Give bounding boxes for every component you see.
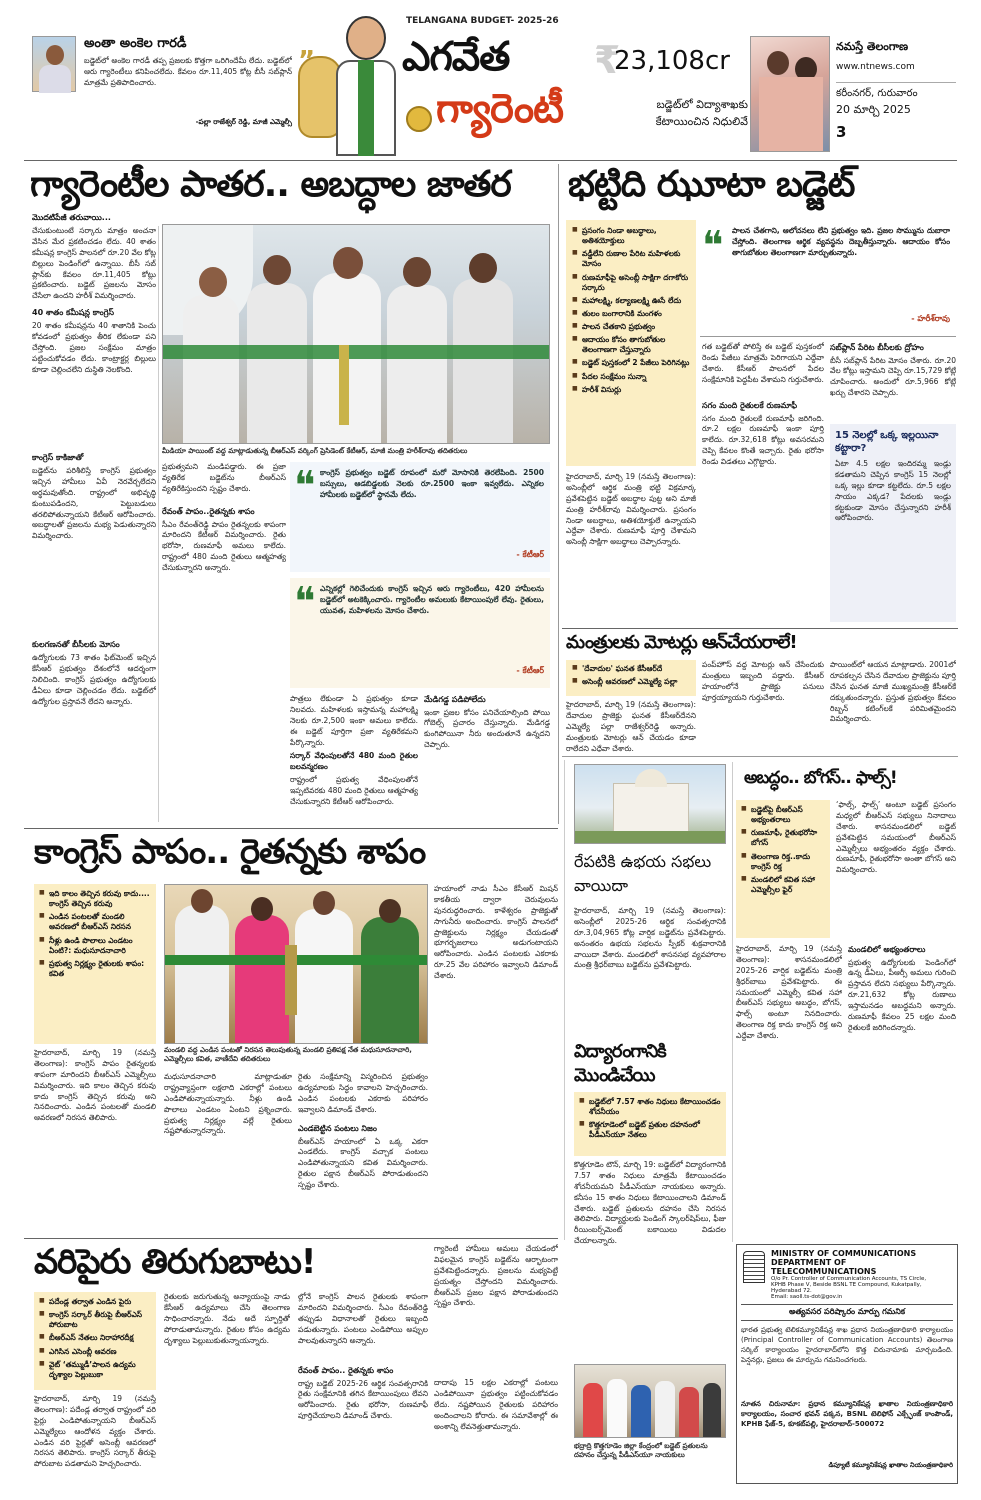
emblem-icon xyxy=(743,1251,765,1283)
story7-bullets: ■ పదేండ్ల తర్వాత ఎండిన పైరు ■ కాంగ్రెస్ సర్కార్ తీరుపై బీఆర్‌ఎస్ పోరుబాట ■ బీఆర్‌ఎస్ నేతలు నిరాహారదీక్ష ■ ఎగిసిన ఎసెంబ్లీ ఆవరణ ■ వైట్ ‘తమ్ముడీ’పాలన ఉద్యమ దృశ్యాల పెల్లుబుకా xyxy=(34,1292,156,1390)
story2-bullet: ■ హరీశ్ విసుర్లు xyxy=(572,385,690,395)
story5-headline: కాంగ్రెస్ పాపం.. రైతన్నకు శాపం xyxy=(34,832,426,872)
assembly-body: హైదరాబాద్, మార్చి 19 (నమస్తే తెలంగాణ): అసెంబ్లీలో 2025-26 ఆర్థిక సంవత్సరానికి రూ.3,04,965 కోట్ల వార్షిక బడ్జెట్‌ను ప్రవేశపెట్టారు. అనంతరం ఉభయ సభలను స్పీకర్ శుక్రవారానికి వాయిదా వేశారు. మండలిలో శాసనసభ వ్యవహారాల మంత్రి శ్రీధర్‌బాబు బడ్జెట్‌ను ప్రవేశపెట్టారు. xyxy=(574,906,726,970)
story2-body2: గత బడ్జెట్‌తో పోలిస్తే ఈ బడ్జెట్ పుస్తకంలో రెండు పేజీలు మాత్రమే పెరిగాయని ఎద్దేవా చేశారు. కేసీఆర్ పాలనలో పేదల సంక్షేమానికి పెద్దపీట వేశామని గుర్తుచేశారు. సగం మంది రైతులకే రుణమాఫీ సగం మంది రైతులకే రుణమాఫీ జరిగింది. రూ.2 లక్షల రుణమాఫీ ఇంకా పూర్తి కాలేదు. రూ.32,618 కోట్లు అవసరమని చెప్పి కేవలం కొంతే ఇచ్చారు. రైతు భరోసా రెండు విడతలు ఎగ్గొట్టారు. xyxy=(702,342,824,467)
story1-headline: గ్యారెంటీల పాతర.. అబద్ధాల జాతర xyxy=(30,164,511,205)
story5-photo-caption: మండలి వద్ద ఎండిన పంటతో నిరసన తెలుపుతున్న మండలి ప్రతిపక్ష నేత మధుసూదనాచారి, ఎమ్మెల్సీలు కవిత, వాణీదేవి తదితరులు xyxy=(164,1046,412,1064)
story2-bullet: ■ బడ్జెట్ పుస్తకంలో 2 పేజీలు పెరిగినట్లు xyxy=(572,358,690,368)
story6-body: కొత్తగూడెం టౌన్, మార్చి 19: బడ్జెట్‌లో విద్యారంగానికి 7.57 శాతం నిధులు మాత్రమే కేటాయించడం శోచనీయమని పీడీఎస్‌యూ నాయకులు అన్నారు. కనీసం 15 శాతం నిధులు కేటాయించాలని డిమాండ్ చేశారు. బడ్జెట్ ప్రతులను దహనం చేసి నిరసన తెలిపారు. విద్యార్థులకు పెండింగ్ స్కాలర్‌షిప్‌లు, ఫీజు రీయింబర్స్‌మెంట్ బకాయిలు విడుదల చేయాలన్నారు. xyxy=(574,1160,726,1246)
edu-amount: 23,108cr xyxy=(614,46,730,76)
story5-bullets: ■ ఇది కాలం తెచ్చిన కరువు కాదు.... కాంగ్రెస్ తెచ్చిన కరువు ■ ఎండిన పంటలతో మండలి ఆవరణలో బీఆర్‌ఎస్ నిరసన ■ నీళ్లు ఉండి పొలాలు ఎండటం ఏంటి?: మధుసూదనాచారి ■ ప్రభుత్వ నిర్లక్ష్యం రైతులకు శాపం: కవిత xyxy=(34,884,156,1044)
quote-icon: ❝ xyxy=(294,579,316,625)
story4-bullets: ■ బడ్జెట్‌పై బీఆర్‌ఎస్ అభ్యంతరాలు ■ రుణమాఫీ, రైతుభరోసా బోగస్ ■ తెలంగాణ రిక్త..కాదు కాంగ్రెస్ రిక్త ■ మండలిలో కవిత సహా ఎమ్మెల్సీల ఫైర్ xyxy=(736,800,830,938)
columnist-title: అంతా అంకెల గారడీ xyxy=(84,36,187,51)
edition: కరీంనగర్, గురువారం xyxy=(836,88,918,99)
story2-bullet: ■ పేదల సంక్షేమం సున్నా xyxy=(572,372,690,382)
story2-bullet: ■ ప్రసంగం నిండా అబద్ధాలు, అతిశయోక్తులు xyxy=(572,226,690,246)
story7-body4: గ్యారెంటీ హామీలు అమలు చేయడంలో విఫలమైన కాంగ్రెస్ బడ్జెట్‌ను ఆర్భాటంగా ప్రవేశపెట్టిందన్నారు. ప్రజలను మభ్యపెట్టే ప్రయత్నం చేస్తోందని విమర్శించారు. బీఆర్‌ఎస్ ప్రజల పక్షాన పోరాడుతుందని స్పష్టం చేశారు. దాదాపు 15 లక్షల ఎకరాల్లో పంటలు ఎండిపోయినా ప్రభుత్వం పట్టించుకోవడం లేదు. నష్టపోయిన రైతులకు పరిహారం అందించాలని కోరారు. ఈ సమావేశాల్లో ఈ అంశాన్ని లేవనెత్తుతామన్నారు. xyxy=(434,1244,558,1431)
story6-bullets: ■ బడ్జెట్‌లో 7.57 శాతం నిధులు కేటాయించడం శోచనీయం ■ కొత్తగూడెంలో బడ్జెట్ ప్రతుల దహనంలో పీడీఎస్‌యూ నేతలు xyxy=(574,1092,726,1156)
story4-body2: హైదరాబాద్, మార్చి 19 (నమస్తే తెలంగాణ): శాసనమండలిలో 2025-26 వార్షిక బడ్జెట్‌ను మంత్రి శ్రీధర్‌బాబు ప్రవేశపెట్టారు. ఈ సమయంలో ఎమ్మెల్సీ కవిత సహా బీఆర్‌ఎస్ సభ్యులు అబద్ధం, బోగస్, ఫాల్స్ అంటూ నినదించారు. తెలంగాణ రిక్త కాదు కాంగ్రెస్ రిక్త అని ఎద్దేవా చేశారు. xyxy=(736,944,842,1040)
story3-body3: పాయింట్‌లో ఆయన మాట్లాడారు. 2001లో రూపకల్పన చేసిన దేవాదుల ప్రాజెక్టును పూర్తి చేసిన ఘనత మాజీ ముఖ్యమంత్రి కేసీఆర్‌కే దక్కుతుందన్నారు. ప్రస్తుత ప్రభుత్వం కేవలం రిబ్బన్ కటింగ్‌లకే పరిమితమైందని విమర్శించారు. xyxy=(830,660,956,724)
story2-bullet: ■ మహాలక్ష్మి, కల్యాణలక్ష్మి ఊసే లేదు xyxy=(572,296,690,306)
story4-body3: మండలిలో అభ్యంతరాలు ప్రభుత్వ ఉద్యోగులకు పెండింగ్‌లో ఉన్న డీఏలు, పీఆర్సీ అమలు గురించి ప్రస్తావన లేదని సభ్యులు పేర్కొన్నారు. రూ.21,632 కోట్ల రుణాలు ఇస్తామనడం అబద్ధమని అన్నారు. రుణమాఫీ కేవలం 25 లక్షల మంది రైతులకే జరిగిందన్నారు. xyxy=(848,945,956,1032)
quote-icon: ❝ xyxy=(702,223,724,269)
story1-col1: చేసుకుంటుంటే సర్కారు మాత్రం అంచనా వేసిన మేర ప్రకటించడం లేదు. 40 శాతం కమీషన్ల కాంగ్రెస్ పాలనలో రూ.20 వేల కోట్ల బిల్లులు పెండింగ్‌లో ఉన్నాయి. బీసీ సబ్ ప్లాన్‌కు కేవలం రూ.11,405 కోట్లు ప్రకటించారు. బడ్జెట్ ప్రజలను మోసం చేసేలా ఉందని హరీశ్ విమర్శించారు. 40 శాతం కమీషన్ల కాంగ్రెస్ 20 శాతం కమీషన్లను 40 శాతానికి పెంచు కోవడంలో ప్రభుత్వం తీరిక లేకుండా పని చేస్తోంది. ప్రజల సంక్షేమం మాత్రం పట్టించుకోవడం లేదు. కాంట్రాక్టర్ల బిల్లులు కూడా చెల్లించలేని దుస్థితి నెలకొంది. కాంగ్రెస్ కాకిజాతో బడ్జెట్‌ను పరిశీలిస్తే కాంగ్రెస్ ప్రభుత్వం ఇచ్చిన హామీలు ఏవీ నెరవేర్చలేదని అర్థమవుతోంది. రాష్ట్రంలో అభివృద్ధి కుంటుపడిందని, పెట్టుబడులు తరలిపోతున్నాయని కేటీఆర్ ఆరోపించారు. అబద్ధాలతో ప్రజలను మభ్య పెడుతున్నారని విమర్శించారు. కులగణనతో బీసీలకు మోసం ఉద్యోగులకు 73 శాతం ఫిట్‌మెంట్ ఇచ్చిన కేసీఆర్ ప్రభుత్వం దేశంలోనే ఆదర్శంగా నిలిచింది. కాంగ్రెస్ ప్రభుత్వం ఉద్యోగులకు డీఏలు కూడా చెల్లించడం లేదు. బడ్జెట్‌లో ఉద్యోగుల ప్రస్తావనే లేదని అన్నారు. xyxy=(32,226,156,706)
story1-photo-caption: మీడియా పాయింట్ వద్ద మాట్లాడుతున్న బీఆర్‌ఎస్ వర్కింగ్ ప్రెసిడెంట్ కేటీఆర్, మాజీ మంత్రి హరీశ్‌రావు తదితరులు xyxy=(162,447,468,455)
edu-funds-panel xyxy=(594,36,748,158)
story7-body1: హైదరాబాద్, మార్చి 19 (నమస్తే తెలంగాణ): పదేండ్ల తర్వాత రాష్ట్రంలో వరి పైర్లు ఎండిపోతున్నాయని బీఆర్‌ఎస్ ఎమ్మెల్యేలు ఆందోళన వ్యక్తం చేశారు. ఎండిన వరి పైర్లతో అసెంబ్లీ ఆవరణలో నిరసన తెలిపారు. కాంగ్రెస్ సర్కార్ తీరుపై పోరుబాట పడతామని హెచ్చరించారు. xyxy=(34,1394,156,1469)
story4-body1: ‘ఫాల్స్, ఫాల్స్’ అంటూ బడ్జెట్ ప్రసంగం మధ్యలో బీఆర్‌ఎస్ సభ్యులు నినాదాలు చేశారు. శాసనమండలిలో బడ్జెట్ ప్రవేశపెట్టిన సమయంలో బీఆర్‌ఎస్ ఎమ్మెల్సీలు అభ్యంతరం వ్యక్తం చేశారు. రుణమాఫీ, రైతుభరోసా అంతా బోగస్ అని విమర్శించారు. xyxy=(836,800,956,875)
website: www.ntnews.com xyxy=(836,62,915,72)
story3-body1: హైదరాబాద్, మార్చి 19 (నమస్తే తెలంగాణ): దేవాదుల ప్రాజెక్టు ఘనత కేసీఆర్‌దేనని ఎమ్మెల్యే పల్లా రాజేశ్వర్‌రెడ్డి అన్నారు. మంత్రులకు మోటర్లు ఆన్ చేయడం కూడా రాలేదని ఎద్దేవా చేశారు. xyxy=(566,700,696,752)
logo-line2: గ్యారెంటీ xyxy=(436,86,564,132)
assembly-headline: రేపటికి ఉభయ సభలు వాయిదా xyxy=(574,852,712,895)
story2-bullets xyxy=(566,220,696,466)
story5-body2: మధుసూదనాచారి మాట్లాడుతూ రాష్ట్రవ్యాప్తంగా లక్షలాది ఎకరాల్లో పంటలు ఎండిపోతున్నాయన్నారు. నీళ్లు ఉండి పొలాలు ఎండటం ఏంటని ప్రశ్నించారు. ప్రభుత్వ నిర్లక్ష్యం వల్లే రైతులు నష్టపోతున్నారన్నారు. xyxy=(164,1072,292,1136)
story2-bullet: ■ ఆదాయం కోసం తాగుబోతుల తెలంగాణగా చేస్తున్నారు xyxy=(572,335,690,355)
students-photo xyxy=(750,36,830,152)
story7-body2: రైతులకు జరుగుతున్న అన్యాయంపై నాడు కేసీఆర్ ఉద్యమాలు చేసి తెలంగాణ సాధించారన్నారు. నేడు అదే స్ఫూర్తితో పోరాడుతామన్నారు. రైతుల కోసం ఉద్యమ దృశ్యాలు పెల్లుబుకుతున్నాయన్నారు. xyxy=(164,1292,290,1345)
story1-quote2: ❝ ఎన్నికల్లో గెలిచేందుకు కాంగ్రెస్ ఇచ్చిన ఆరు గ్యారెంటీలు, 420 హామీలను బడ్జెట్‌లో అటకెక్కించారు. గ్యారెంటీల అమలుకు కేటాయింపులే లేవు. రైతులు, యువత, మహిళలను మోసం చేశారు. - కేటీఆర్ xyxy=(290,578,550,688)
story2-body1: హైదరాబాద్, మార్చి 19 (నమస్తే తెలంగాణ): అసెంబ్లీలో ఆర్థిక మంత్రి భట్టి విక్రమార్క ప్రవేశపెట్టిన బడ్జెట్ అబద్ధాల పుట్ట అని మాజీ మంత్రి హరీశ్‌రావు విమర్శించారు. ప్రసంగం నిండా అబద్ధాలు, అతిశయోక్తులే ఉన్నాయని ఎద్దేవా చేశారు. రుణమాఫీ పూర్తి చేశామని అసెంబ్లీ సాక్షిగా అబద్ధాలు చెప్పారన్నారు. xyxy=(566,472,696,547)
story5-photo xyxy=(164,884,428,1044)
story2-bullet: ■ తులం బంగారానికి మంగళం xyxy=(572,309,690,319)
paper-name: నమస్తే తెలంగాణ xyxy=(836,40,909,53)
date: 20 మార్చి 2025 xyxy=(836,103,911,116)
story7-headline: వరిపైరు తిరుగుబాటు! xyxy=(34,1242,316,1282)
quote-icon: ❝ xyxy=(294,463,316,509)
story2-bullet: ■ పాలన చేతకాని ప్రభుత్వం xyxy=(572,322,690,332)
story3-body2: పంప్‌హౌస్ వద్ద మోటర్లు ఆన్ చేసేందుకు మంత్రులు ఇబ్బంది పడ్డారు. కేసీఆర్ హయాంలోనే ప్రాజెక్టు పనులు పూర్తయ్యాయని గుర్తుచేశారు. xyxy=(702,660,824,702)
story1-col3: పాత్రలు లేకుండా ఏ ప్రభుత్వం కూడా నిలవదు. మహిళలకు ఇస్తామన్న మహాలక్ష్మి నెలకు రూ.2,500 ఇంకా అమలు కాలేదు. ఈ బడ్జెట్ పూర్తిగా ప్రజా వ్యతిరేకమని పేర్కొన్నారు. సర్కార్ వేధింపులతోనే 480 మంది రైతుల బలవన్మరణం రాష్ట్రంలో ప్రభుత్వ వేధింపులతోనే ఇప్పటివరకు 480 మంది రైతులు ఆత్మహత్య చేసుకున్నారని కేటీఆర్ ఆరోపించారు. xyxy=(290,694,418,806)
story3-bullets: ■ 'దేవాదుల' ఘనత కేసీఆర్‌దే ■ అసెంబ్లీ ఆవరణలో ఎమ్మెల్యే పల్లా xyxy=(566,660,696,696)
story5-body3: రైతు సంక్షేమాన్ని విస్మరించిన ప్రభుత్వం ఉద్యమాలకు సిద్ధం కావాలని హెచ్చరించారు. ఎండిన పంటలకు ఎకరాకు పరిహారం ఇవ్వాలని డిమాండ్ చేశారు. ఎండబెట్టిన పంటలు నిజం బీఆర్‌ఎస్ హయాంలో ఏ ఒక్క ఎకరా ఎండలేదు. కాంగ్రెస్ వచ్చాక పంటలు ఎండిపోతున్నాయని కవిత విమర్శించారు. రైతుల పక్షాన బీఆర్‌ఎస్ పోరాడుతుందని స్పష్టం చేశారు. xyxy=(298,1072,428,1190)
columnist-sign: -పల్లా రాజేశ్వర్ రెడ్డి, మాజీ ఎమ్మెల్సీ xyxy=(195,118,292,126)
story6-photo xyxy=(574,1364,726,1438)
page-number: 3 xyxy=(836,123,847,141)
story5-body1: హైదరాబాద్, మార్చి 19 (నమస్తే తెలంగాణ): కాంగ్రెస్ పాపం రైతన్నలకు శాపంగా మారిందని బీఆర్‌ఎస్ ఎమ్మెల్సీలు విమర్శించారు. ఇది కాలం తెచ్చిన కరువు కాదు కాంగ్రెస్ తెచ్చిన కరువు అని నినదించారు. ఎండిన పంటలతో మండలి ఆవరణలో నిరసన తెలిపారు. xyxy=(34,1048,156,1123)
logo-line1: ఎగవేత xyxy=(402,34,510,80)
story1-col2: ప్రభుత్వమని మండిపడ్డారు. ఈ ప్రజా వ్యతిరేక బడ్జెట్‌ను బీఆర్‌ఎస్ వ్యతిరేకిస్తుందని స్పష్టం చేశారు. రేవంత్ పాపం..రైతన్నకు శాపం సీఎం రేవంత్‌రెడ్డి పాపం రైతన్నలకు శాపంగా మారిందని కేటీఆర్ విమర్శించారు. రైతు భరోసా, రుణమాఫీ అమలు కాలేదు. రాష్ట్రంలో 480 మంది రైతులు ఆత్మహత్య చేసుకున్నారని అన్నారు. xyxy=(162,462,286,573)
budget-banner xyxy=(298,6,598,156)
story6-photo-caption: భద్రాద్రి కొత్తగూడెం జిల్లా కేంద్రంలో బడ్జెట్ ప్రతులను దహనం చేస్తున్న పీడీఎస్‌యూ నాయకులు xyxy=(574,1442,708,1460)
edu-caption: బడ్జెట్‌లో విద్యాశాఖకు కేటాయించిన నిధులివే xyxy=(655,98,748,129)
story2-body3: సబ్‌ప్లాన్ పేరిట బీసీలకు ద్రోహం బీసీ సబ్‌ప్లాన్ పేరిట మోసం చేశారు. రూ.20 వేల కోట్లు ఇస్తామని చెప్పి రూ.15,729 కోట్లే చూపించారు. అందులో రూ.5,966 కోట్లే ఖర్చు చేశారని చెప్పారు. xyxy=(830,343,956,398)
logo-coin-icon xyxy=(406,106,432,132)
columnist-panel xyxy=(32,36,294,148)
masthead xyxy=(0,0,981,160)
story6-headline: విద్యారంగానికి మొండిచేయి xyxy=(574,1041,666,1087)
paper-info xyxy=(836,40,956,156)
columnist-text: బడ్జెట్‌లో అంకెల గారడీ తప్ప ప్రజలకు కొత్తగా ఒరిగిందేమీ లేదు. బడ్జెట్‌లో ఆరు గ్యారెంటీలు కనిపించలేదు. కేవలం రూ.11,405 కోట్ల బీసీ సబ్‌ప్లాన్ మాత్రమే ప్రతిపాదించారు. xyxy=(84,56,292,87)
story2-bullet: ■ వడ్డీలేని రుణాల పేరిట మహిళలకు మోసం xyxy=(572,249,690,269)
story2-sidebox: 15 నెలల్లో ఒక్క ఇల్లయినా కట్టారా? ఏటా 4.5 లక్షల ఇందిరమ్మ ఇండ్లు కడతామని చెప్పిన కాంగ్రెస్ 15 నెలల్లో ఒక్క ఇల్లు కూడా కట్టలేదు. రూ.5 లక్షల సాయం ఎక్కడ? పేదలకు ఇండ్లు కట్టకుండా మోసం చేస్తున్నారని హరీశ్ ఆరోపించారు. xyxy=(830,424,956,622)
story2-quote: ❝ పాలన చేతగాని, ఆలోచనలు లేని ప్రభుత్వం ఇది. ప్రజల సొమ్మును దుబారా చేస్తోంది. తెలంగాణ ఆర్థిక వ్యవస్థను దెబ్బతీస్తున్నారు. ఆదాయం కోసం తాగుబోతుల తెలంగాణగా మార్చుతున్నారు. - హరీశ్‌రావు xyxy=(702,223,950,323)
assembly-photo xyxy=(574,764,726,844)
story7-body3: ల్లోనే కాంగ్రెస్ పాలన రైతులకు శాపంగా మారిందని విమర్శించారు. సీఎం రేవంత్‌రెడ్డి తప్పుడు విధానాలతో రైతులు ఇబ్బంది పడుతున్నారు. పంటలు ఎండిపోయి అప్పుల పాలవుతున్నారని అన్నారు. రేవంత్ పాపం.. రైతన్నకు శాపం రాష్ట్ర బడ్జెట్ 2025-26 ఆర్థిక సంవత్సరానికి రైతు సంక్షేమానికి తగిన కేటాయింపులు లేవని ఆరోపించారు. రైతు భరోసా, రుణమాఫీ పూర్తిచేయాలని డిమాండ్ చేశారు. xyxy=(298,1292,428,1421)
story2-headline: భట్టిది ఝూటా బడ్జెట్ xyxy=(568,164,855,205)
govt-notice: MINISTRY OF COMMUNICATIONS DEPARTMENT OF TELECOMMUNICATIONS O/o Pr. Controller of Communication Accounts, TS Circle, KPHB Phase V, Beside BSNL TE Compound, Kukatpally, Hyderabad 72. Email: saoll.ts-dot@gov.in అత్యవసర పరిష్కారం మార్పు గమనిక భారత ప్రభుత్వ టెలికమ్యూనికేషన్ల శాఖ ప్రధాన నియంత్రణాధికారి కార్యాలయం (Principal Controller of Communication Accounts) తెలంగాణ సర్కిల్ కార్యాలయం హైదరాబాద్‌లోని కొత్త చిరునామాకు మార్చబడింది. పెన్షనర్లు, ప్రజలు ఈ మార్పును గమనించగలరు. నూతన చిరునామా: ప్రధాన కమ్యూనికేషన్ల ఖాతాల నియంత్రణాధికారి కార్యాలయం, సంచార భవన్ పక్కన, BSNL టెలిఫోన్ ఎక్స్ఛేంజ్ కాంపౌండ్, KPHB ఫేజ్-5, కూకట్‌పల్లి, హైదరాబాద్-500072 డిప్యూటీ కమ్యూనికేషన్ల ఖాతాల నియంత్రణాధికారి xyxy=(736,1244,958,1484)
story1-kicker: మొదటిపేజీ తరువాయి... xyxy=(32,213,111,222)
story1-quote1: ❝ కాంగ్రెస్ ప్రభుత్వం బడ్జెట్ రూపంలో మరో మోసానికి తెరలేపింది. 2500 బస్సులు, ఆడబిడ్డలకు నెలకు రూ.2500 ఇంకా ఇవ్వలేదు. ఎన్నికల హామీలకు బడ్జెట్‌లో స్థానమే లేదు. - కేటీఆర్ xyxy=(290,462,550,572)
quote-marks-icon: ” xyxy=(298,46,316,76)
story1-photo xyxy=(162,224,550,444)
story1-col4: మేడిగడ్డ పడిపోలేదు ఇంకా ప్రజల కోసం పనిచేయాల్సింది పోయి గోబెల్స్ ప్రచారం చేస్తున్నారు. మేడిగడ్డ కుంగిపోయినా నీరు అందుతూనే ఉన్నదని చెప్పారు. xyxy=(424,695,550,750)
story5-body4: హయాంలో నాడు సీఎం కేసీఆర్ మిషన్ కాకతీయ ద్వారా చెరువులను పునరుద్ధరించారు. కాళేశ్వరం ప్రాజెక్టుతో సాగునీరు అందించారు. కాంగ్రెస్ పాలనలో ప్రాజెక్టులను నిర్లక్ష్యం చేయడంతో భూగర్భజలాలు అడుగంటాయని ఆరోపించారు. ఎండిన పంటలకు ఎకరాకు రూ.25 వేల పరిహారం ఇవ్వాలని డిమాండ్ చేశారు. xyxy=(434,884,558,980)
rupee-icon: ₹ xyxy=(594,38,621,82)
columnist-photo xyxy=(32,36,76,92)
story3-headline: మంత్రులకు మోటర్లు ఆన్‌చేయరాలే! xyxy=(566,632,797,653)
budget-label: TELANGANA BUDGET- 2025-26 xyxy=(406,16,559,26)
caricature-figure xyxy=(336,16,396,156)
story4-headline: అబద్ధం.. బోగస్.. ఫాల్స్! xyxy=(744,768,897,788)
story2-bullet: ■ రుణమాఫీపై అసెంబ్లీ సాక్షిగా దగాకోరు సర్కారు xyxy=(572,273,690,293)
